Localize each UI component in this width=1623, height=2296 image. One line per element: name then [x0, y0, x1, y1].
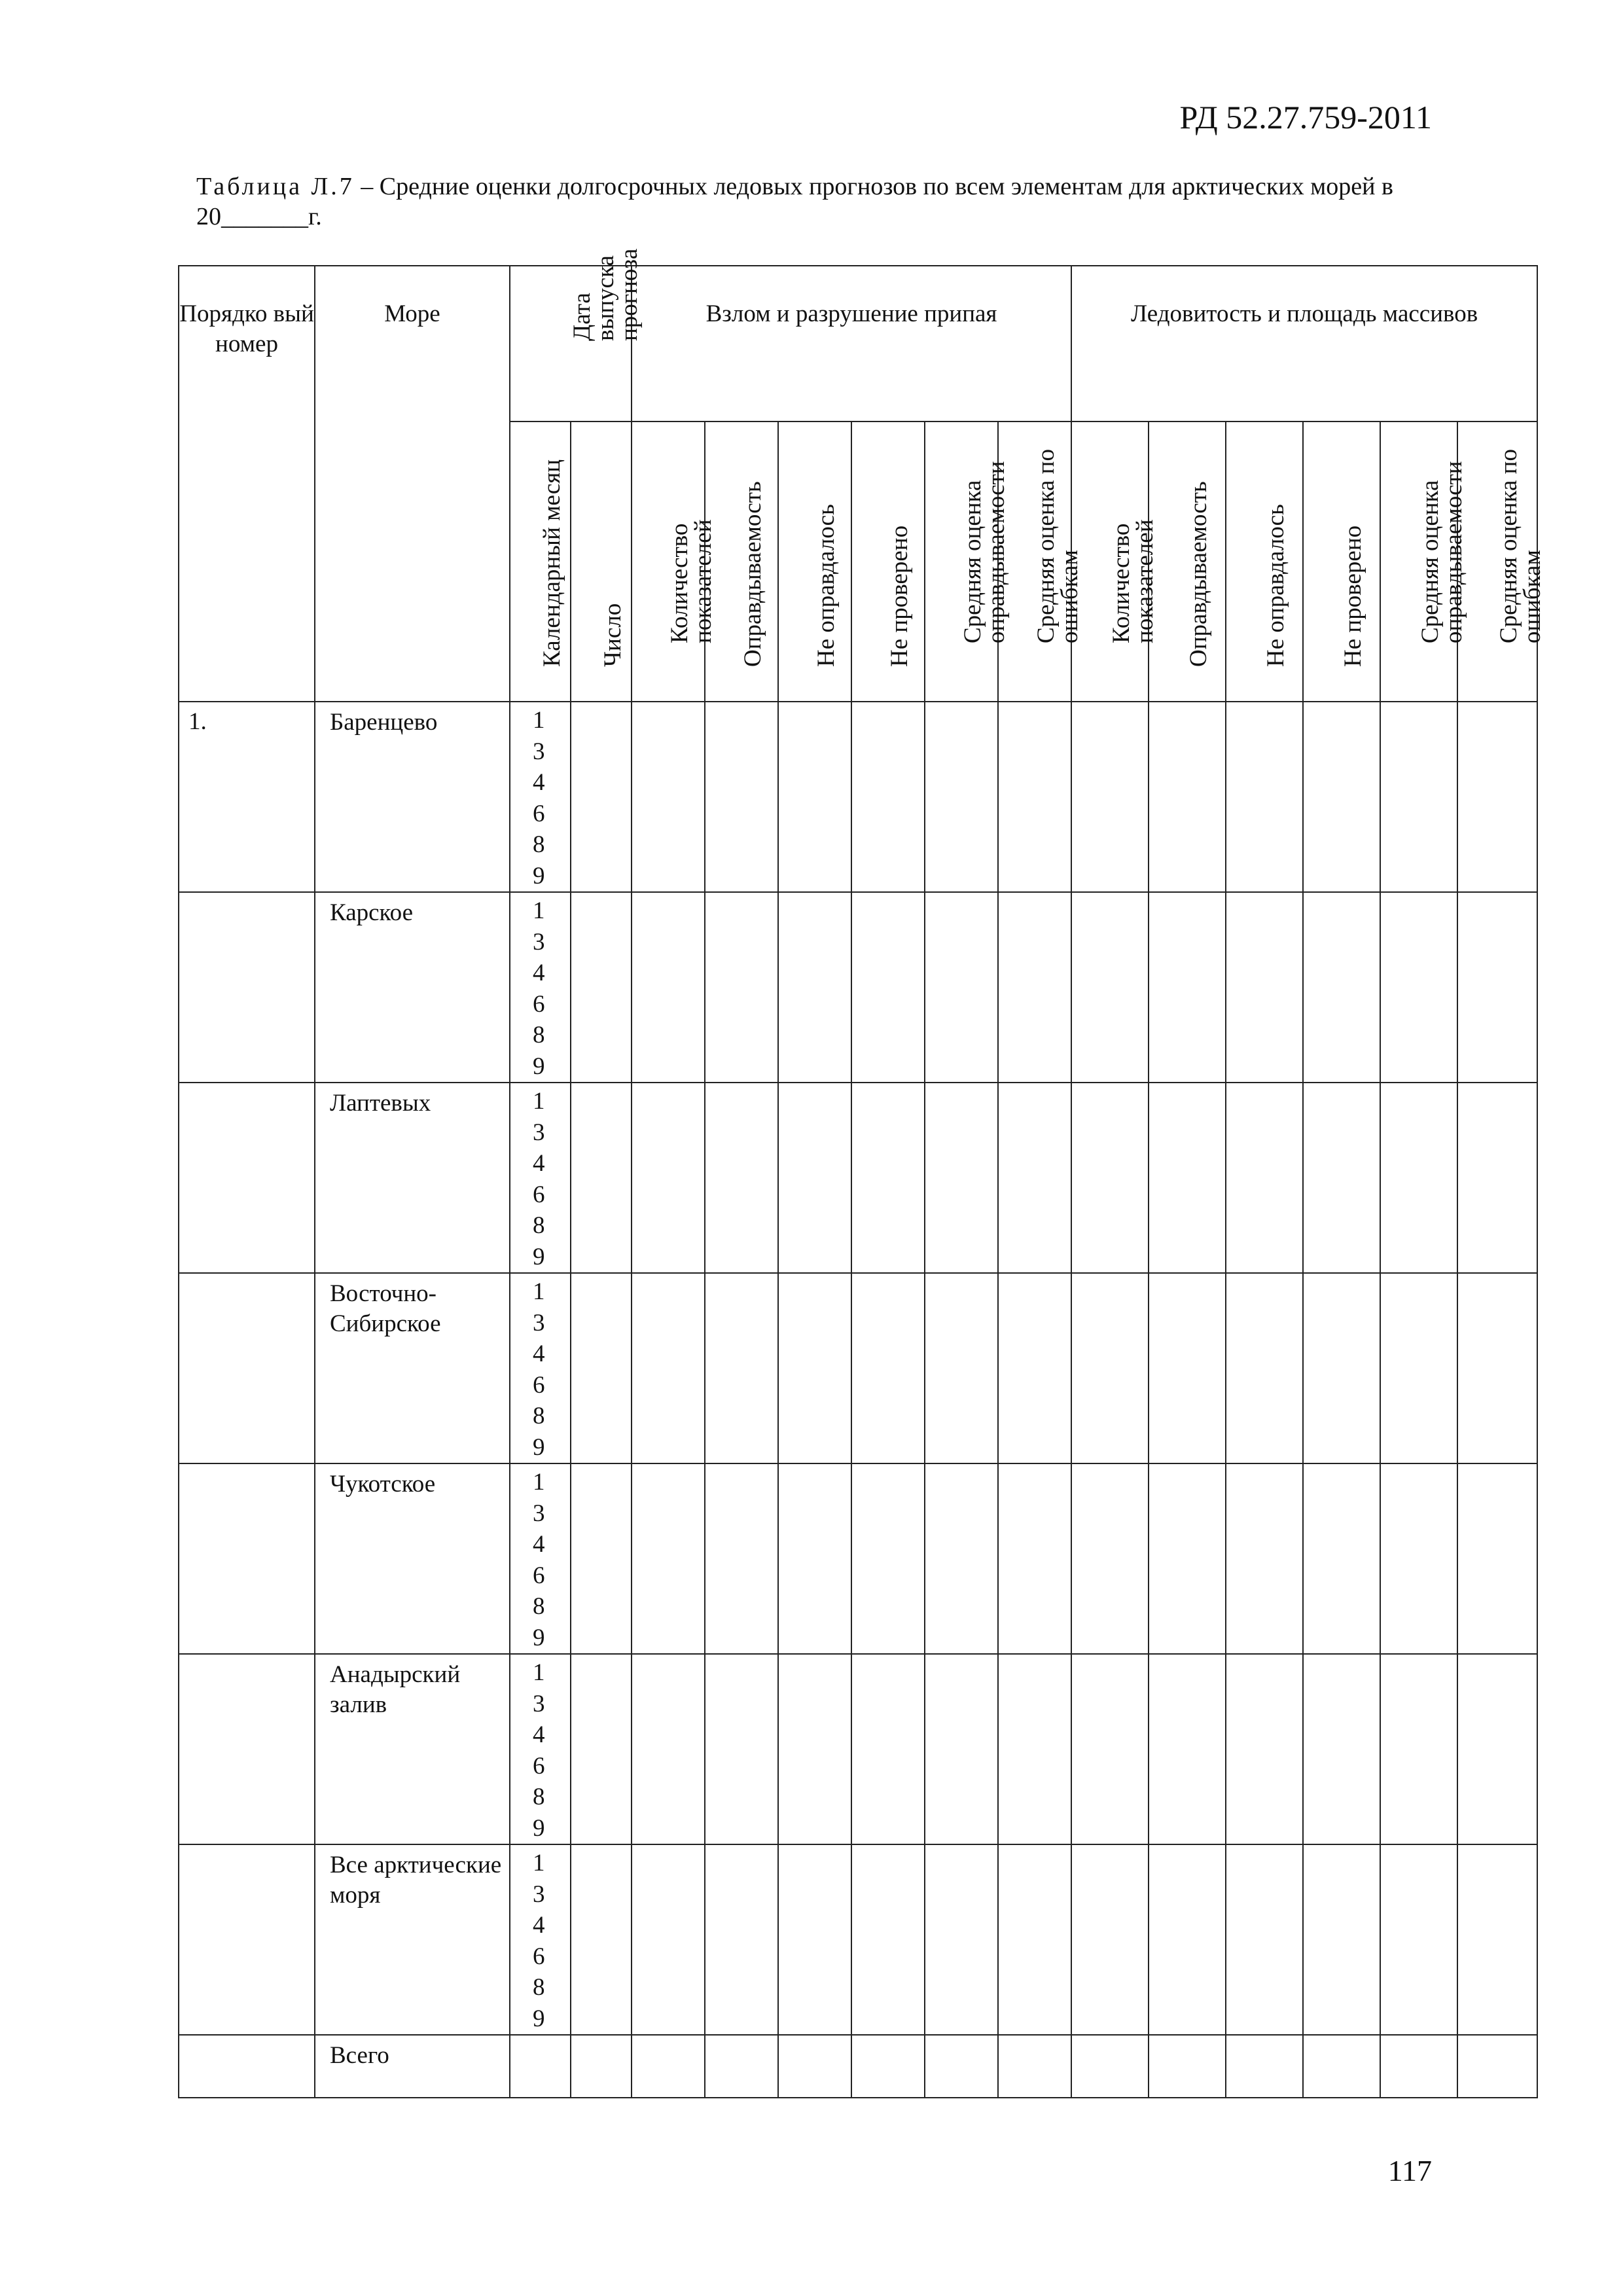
- empty-cell: [1071, 1844, 1149, 2035]
- month-value: 3: [533, 928, 545, 956]
- month-list: [533, 1086, 570, 1272]
- row-sea: Анадырский залив: [315, 1654, 510, 1844]
- header-g1-avg-just: Средняя оценка оправдываемости: [925, 422, 998, 702]
- empty-cell: [632, 702, 705, 892]
- header-month: Календарный месяц: [510, 422, 571, 702]
- empty-cell: [1303, 1654, 1380, 1844]
- empty-cell: [1226, 1463, 1303, 1654]
- empty-cell: [1149, 1083, 1226, 1273]
- empty-cell: [778, 1463, 851, 1654]
- month-value: 8: [533, 1974, 545, 2001]
- empty-cell: [571, 1083, 632, 1273]
- document-code: РД 52.27.759-2011: [1179, 99, 1432, 135]
- month-value: 4: [533, 1912, 545, 1939]
- empty-cell: [571, 1844, 632, 2035]
- empty-cell: [1380, 1083, 1457, 1273]
- row-sea: Все арктические моря: [315, 1844, 510, 2035]
- month-value: 1: [533, 1469, 545, 1496]
- empty-cell: [1226, 1844, 1303, 2035]
- row-number: [179, 1654, 315, 1844]
- row-month: [510, 702, 571, 892]
- empty-cell: [925, 892, 998, 1083]
- empty-cell: [1380, 892, 1457, 1083]
- empty-cell: [1457, 2035, 1537, 2098]
- header-g1-notjust: Не оправдалось: [778, 422, 851, 702]
- month-list: [533, 705, 570, 891]
- month-value: 3: [533, 1690, 545, 1717]
- empty-cell: [632, 892, 705, 1083]
- empty-cell: [1071, 702, 1149, 892]
- empty-cell: [705, 1083, 778, 1273]
- month-value: 9: [533, 1243, 545, 1270]
- empty-cell: [1071, 1463, 1149, 1654]
- row-sea: Карское: [315, 892, 510, 1083]
- empty-cell: [705, 1463, 778, 1654]
- empty-cell: [1380, 1463, 1457, 1654]
- header-date: Дата выпуска прогноза: [510, 266, 632, 422]
- empty-cell: [1071, 892, 1149, 1083]
- month-value: 6: [533, 1562, 545, 1589]
- empty-cell: [705, 1654, 778, 1844]
- empty-cell: [1380, 1844, 1457, 2035]
- empty-cell: [571, 702, 632, 892]
- empty-cell: [998, 1654, 1071, 1844]
- empty-cell: [1226, 1654, 1303, 1844]
- month-value: 3: [533, 738, 545, 765]
- empty-cell: [1226, 2035, 1303, 2098]
- empty-cell: [851, 1463, 925, 1654]
- header-group-fast-ice: Взлом и разрушение припая: [632, 266, 1071, 422]
- row-month: [510, 892, 571, 1083]
- header-g1-count: Количество показателей: [632, 422, 705, 702]
- month-value: 4: [533, 1150, 545, 1177]
- month-value: 6: [533, 1752, 545, 1780]
- empty-cell: [1303, 2035, 1380, 2098]
- empty-cell: [925, 1083, 998, 1273]
- row-total-label: Всего: [315, 2035, 510, 2098]
- empty-cell: [571, 1273, 632, 1463]
- empty-cell: [1303, 702, 1380, 892]
- row-month: [510, 1273, 571, 1463]
- row-sea: Лаптевых: [315, 1083, 510, 1273]
- header-g1-unchecked: Не проверено: [851, 422, 925, 702]
- table-row: [179, 892, 1537, 1083]
- header-g1-avg-err: Средняя оценка по ошибкам: [998, 422, 1071, 702]
- header-row-1: [179, 266, 1537, 422]
- empty-cell: [632, 1273, 705, 1463]
- empty-cell: [1071, 1654, 1149, 1844]
- month-value: 8: [533, 1022, 545, 1049]
- month-value: 6: [533, 800, 545, 827]
- row-month: [510, 1654, 571, 1844]
- empty-cell: [1149, 1273, 1226, 1463]
- empty-cell: [1303, 1844, 1380, 2035]
- empty-cell: [1380, 1654, 1457, 1844]
- month-list: [533, 1276, 570, 1463]
- table-label: Таблица Л.7: [196, 173, 355, 200]
- table-row: [179, 1273, 1537, 1463]
- row-sea: Чукотское: [315, 1463, 510, 1654]
- empty-cell: [851, 1083, 925, 1273]
- empty-cell: [925, 1273, 998, 1463]
- empty-cell: [1380, 702, 1457, 892]
- row-number: [179, 1273, 315, 1463]
- month-value: 3: [533, 1499, 545, 1527]
- header-g2-avg-err: Средняя оценка по ошибкам: [1457, 422, 1537, 702]
- empty-cell: [1457, 892, 1537, 1083]
- empty-cell: [851, 1273, 925, 1463]
- empty-cell: [778, 1654, 851, 1844]
- empty-cell: [1457, 1273, 1537, 1463]
- month-value: 4: [533, 1531, 545, 1558]
- month-value: 9: [533, 1624, 545, 1651]
- row-month: [510, 1083, 571, 1273]
- empty-cell: [571, 892, 632, 1083]
- empty-cell: [1071, 2035, 1149, 2098]
- month-list: [533, 1848, 570, 2034]
- empty-cell: [925, 702, 998, 892]
- month-value: 8: [533, 1784, 545, 1810]
- month-value: 9: [533, 1814, 545, 1842]
- empty-cell: [1303, 1083, 1380, 1273]
- month-value: 9: [533, 1433, 545, 1461]
- empty-cell: [1071, 1083, 1149, 1273]
- month-value: 8: [533, 1403, 545, 1429]
- month-value: 6: [533, 1943, 545, 1970]
- table-row: [179, 1083, 1537, 1273]
- empty-cell: [998, 1844, 1071, 2035]
- table-row: [179, 1463, 1537, 1654]
- month-value: 4: [533, 960, 545, 986]
- empty-cell: [1149, 2035, 1226, 2098]
- empty-cell: [778, 2035, 851, 2098]
- month-value: 4: [533, 769, 545, 796]
- header-group-ice-cover: Ледовитость и площадь массивов: [1071, 266, 1537, 422]
- row-sea: Баренцево: [315, 702, 510, 892]
- empty-cell: [778, 1844, 851, 2035]
- empty-cell: [632, 1844, 705, 2035]
- empty-cell: [778, 1083, 851, 1273]
- empty-cell: [925, 1844, 998, 2035]
- empty-cell: [705, 2035, 778, 2098]
- month-value: 6: [533, 1371, 545, 1399]
- empty-cell: [632, 1463, 705, 1654]
- month-value: 9: [533, 2005, 545, 2032]
- empty-cell: [851, 702, 925, 892]
- empty-cell: [1303, 892, 1380, 1083]
- month-value: 1: [533, 897, 545, 924]
- empty-cell: [510, 2035, 571, 2098]
- empty-cell: [1457, 702, 1537, 892]
- empty-cell: [1226, 892, 1303, 1083]
- empty-cell: [998, 1273, 1071, 1463]
- row-number: [179, 1083, 315, 1273]
- header-g2-count: Количество показателей: [1071, 422, 1149, 702]
- empty-cell: [1457, 1844, 1537, 2035]
- table-row: [179, 1654, 1537, 1844]
- empty-cell: [571, 1654, 632, 1844]
- header-g2-unchecked: Не проверено: [1303, 422, 1380, 702]
- month-value: 1: [533, 1278, 545, 1305]
- month-value: 6: [533, 990, 545, 1018]
- empty-cell: [1149, 1463, 1226, 1654]
- row-number: [179, 1844, 315, 2035]
- empty-cell: [571, 2035, 632, 2098]
- empty-cell: [778, 702, 851, 892]
- month-value: 3: [533, 1309, 545, 1336]
- row-number: 1.: [179, 702, 315, 892]
- empty-cell: [998, 2035, 1071, 2098]
- empty-cell: [1149, 1844, 1226, 2035]
- empty-cell: [571, 1463, 632, 1654]
- empty-cell: [998, 1083, 1071, 1273]
- page-number: 117: [1387, 2154, 1432, 2187]
- month-list: [533, 1657, 570, 1844]
- empty-cell: [1380, 2035, 1457, 2098]
- empty-cell: [1226, 1083, 1303, 1273]
- header-g2-avg-just: Средняя оценка оправдываемости: [1380, 422, 1457, 702]
- row-number: [179, 1463, 315, 1654]
- header-g1-just: Оправдываемость: [705, 422, 778, 702]
- empty-cell: [998, 1463, 1071, 1654]
- empty-cell: [632, 2035, 705, 2098]
- empty-cell: [1149, 892, 1226, 1083]
- month-value: 8: [533, 1212, 545, 1239]
- month-value: 8: [533, 1593, 545, 1620]
- header-g2-just: Оправдываемость: [1149, 422, 1226, 702]
- row-month: [510, 1844, 571, 2035]
- header-sea: Море: [315, 266, 510, 702]
- empty-cell: [1380, 1273, 1457, 1463]
- month-list: [533, 1467, 570, 1653]
- month-value: 4: [533, 1721, 545, 1748]
- month-value: 3: [533, 1119, 545, 1146]
- table-row: [179, 702, 1537, 892]
- empty-cell: [998, 892, 1071, 1083]
- empty-cell: [705, 1844, 778, 2035]
- empty-cell: [1226, 1273, 1303, 1463]
- empty-cell: [1303, 1273, 1380, 1463]
- month-value: 9: [533, 862, 545, 889]
- row-month: [510, 1463, 571, 1654]
- header-g2-notjust: Не оправдалось: [1226, 422, 1303, 702]
- empty-cell: [778, 1273, 851, 1463]
- empty-cell: [1457, 1463, 1537, 1654]
- month-value: 8: [533, 831, 545, 858]
- empty-cell: [1149, 702, 1226, 892]
- empty-cell: [1071, 1273, 1149, 1463]
- empty-cell: [705, 702, 778, 892]
- empty-cell: [1457, 1083, 1537, 1273]
- empty-cell: [925, 1463, 998, 1654]
- empty-cell: [1226, 702, 1303, 892]
- month-value: 1: [533, 1850, 545, 1876]
- empty-cell: [851, 1654, 925, 1844]
- empty-cell: [925, 2035, 998, 2098]
- empty-cell: [705, 892, 778, 1083]
- header-number: Порядко вый номер: [179, 266, 315, 702]
- month-value: 9: [533, 1052, 545, 1080]
- empty-cell: [851, 1844, 925, 2035]
- table-caption: [196, 171, 1440, 232]
- empty-cell: [632, 1083, 705, 1273]
- empty-cell: [1149, 1654, 1226, 1844]
- forecast-scores-table: [178, 248, 1546, 2098]
- table-title: – Средние оценки долгосрочных ледовых прогнозов по всем элементам для арктических морей в 20_______г.: [196, 173, 1393, 230]
- empty-cell: [1457, 1654, 1537, 1844]
- empty-cell: [998, 702, 1071, 892]
- month-value: 4: [533, 1340, 545, 1367]
- empty-cell: [851, 892, 925, 1083]
- month-value: 3: [533, 1880, 545, 1908]
- month-value: 6: [533, 1181, 545, 1208]
- month-value: 1: [533, 707, 545, 734]
- month-value: 1: [533, 1659, 545, 1686]
- empty-cell: [705, 1273, 778, 1463]
- header-day: Число: [571, 422, 632, 702]
- empty-cell: [851, 2035, 925, 2098]
- row-number: [179, 892, 315, 1083]
- empty-cell: [925, 1654, 998, 1844]
- empty-cell: [1303, 1463, 1380, 1654]
- month-list: [533, 895, 570, 1082]
- empty-cell: [632, 1654, 705, 1844]
- empty-cell: [778, 892, 851, 1083]
- empty-cell: [179, 2035, 315, 2098]
- row-sea: Восточно-Сибирское: [315, 1273, 510, 1463]
- table-row: [179, 1844, 1537, 2035]
- table-row-total: [179, 2035, 1537, 2098]
- month-value: 1: [533, 1088, 545, 1115]
